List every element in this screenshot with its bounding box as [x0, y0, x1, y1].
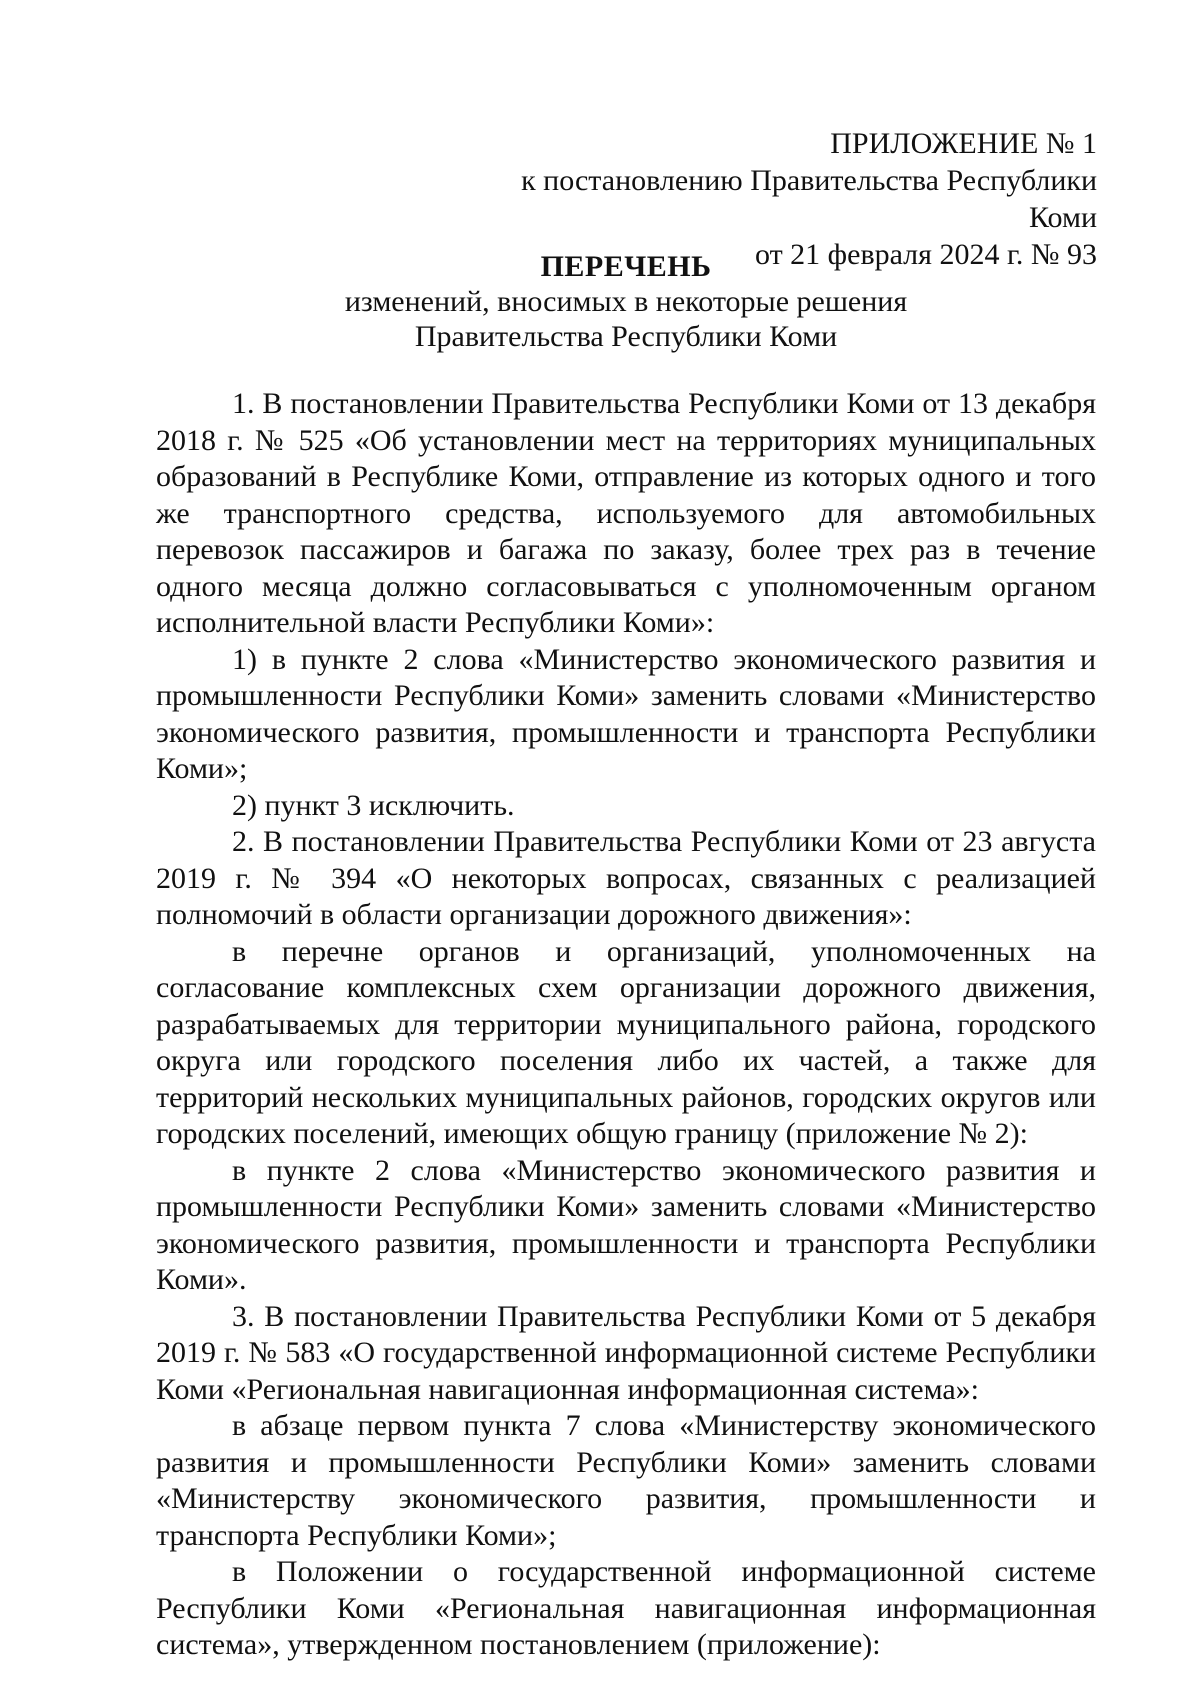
paragraph-item-1: 1. В постановлении Правительства Республики Коми от 13 декабря 2018 г. № 525 «Об установлении мест на территориях муниципальных образований в Республике Коми, отправление из которых одного и того же транспортного средства, используемого для автомобильных перевозок пассажиров и багажа по заказу, более трех раз в течение одного месяца должно согласовываться с уполномоченным органом исполнительной власти Республики Коми»:	[156, 387, 1096, 639]
appendix-date-number: от 21 февраля 2024 г. № 93	[754, 238, 1097, 271]
paragraph-item-2-list: в перечне органов и организаций, уполномоченных на согласование комплексных схем организации дорожного движения, разрабатываемых для территории муниципального района, городского округа или городского поселения либо их частей, а также для территорий нескольких муниципальных районов, городских округов или городских поселений, имеющих общую границу (приложение № 2):	[156, 934, 1096, 1150]
paragraph-item-3-regulation: в Положении о государственной информационной системе Республики Коми «Региональная навигационная информационная система», утвержденном постановлением (приложение):	[156, 1555, 1096, 1661]
appendix-resolution-ref: к постановлению Правительства Республики Коми	[521, 164, 1097, 234]
paragraph-item-2-change: в пункте 2 слова «Министерство экономического развития и промышленности Республики Коми» заменить словами «Министерство экономического развития, промышленности и транспорта Республики Коми».	[156, 1153, 1096, 1296]
paragraph-item-1-1: 1) в пункте 2 слова «Министерство экономического развития и промышленности Республики Коми» заменить словами «Министерство экономического развития, промышленности и транспорта Республики Коми»;	[156, 642, 1096, 785]
paragraph-item-3: 3. В постановлении Правительства Республики Коми от 5 декабря 2019 г. № 583 «О государственной информационной системе Республики Коми «Региональная навигационная информационная система»:	[156, 1299, 1096, 1406]
paragraph-item-2: 2. В постановлении Правительства Республики Коми от 23 августа 2019 г. № 394 «О некоторых вопросах, связанных с реализацией полномочий в области организации дорожного движения»:	[156, 825, 1096, 931]
document-subtitle-line-1: изменений, вносимых в некоторые решения	[344, 285, 908, 318]
document-title-block	[146, 249, 1106, 354]
paragraph-item-1-2: 2) пункт 3 исключить.	[232, 788, 515, 822]
appendix-number: ПРИЛОЖЕНИЕ № 1	[830, 127, 1097, 160]
document-title: ПЕРЕЧЕНЬ	[540, 250, 712, 283]
document-body	[156, 386, 1096, 1664]
document-subtitle-line-2: Правительства Республики Коми	[414, 320, 838, 353]
paragraph-item-3-paragraph-7: в абзаце первом пункта 7 слова «Министерству экономического развития и промышленности Республики Коми» заменить словами «Министерству экономического развития, промышленности и транспорта Республики Коми»;	[156, 1409, 1096, 1552]
